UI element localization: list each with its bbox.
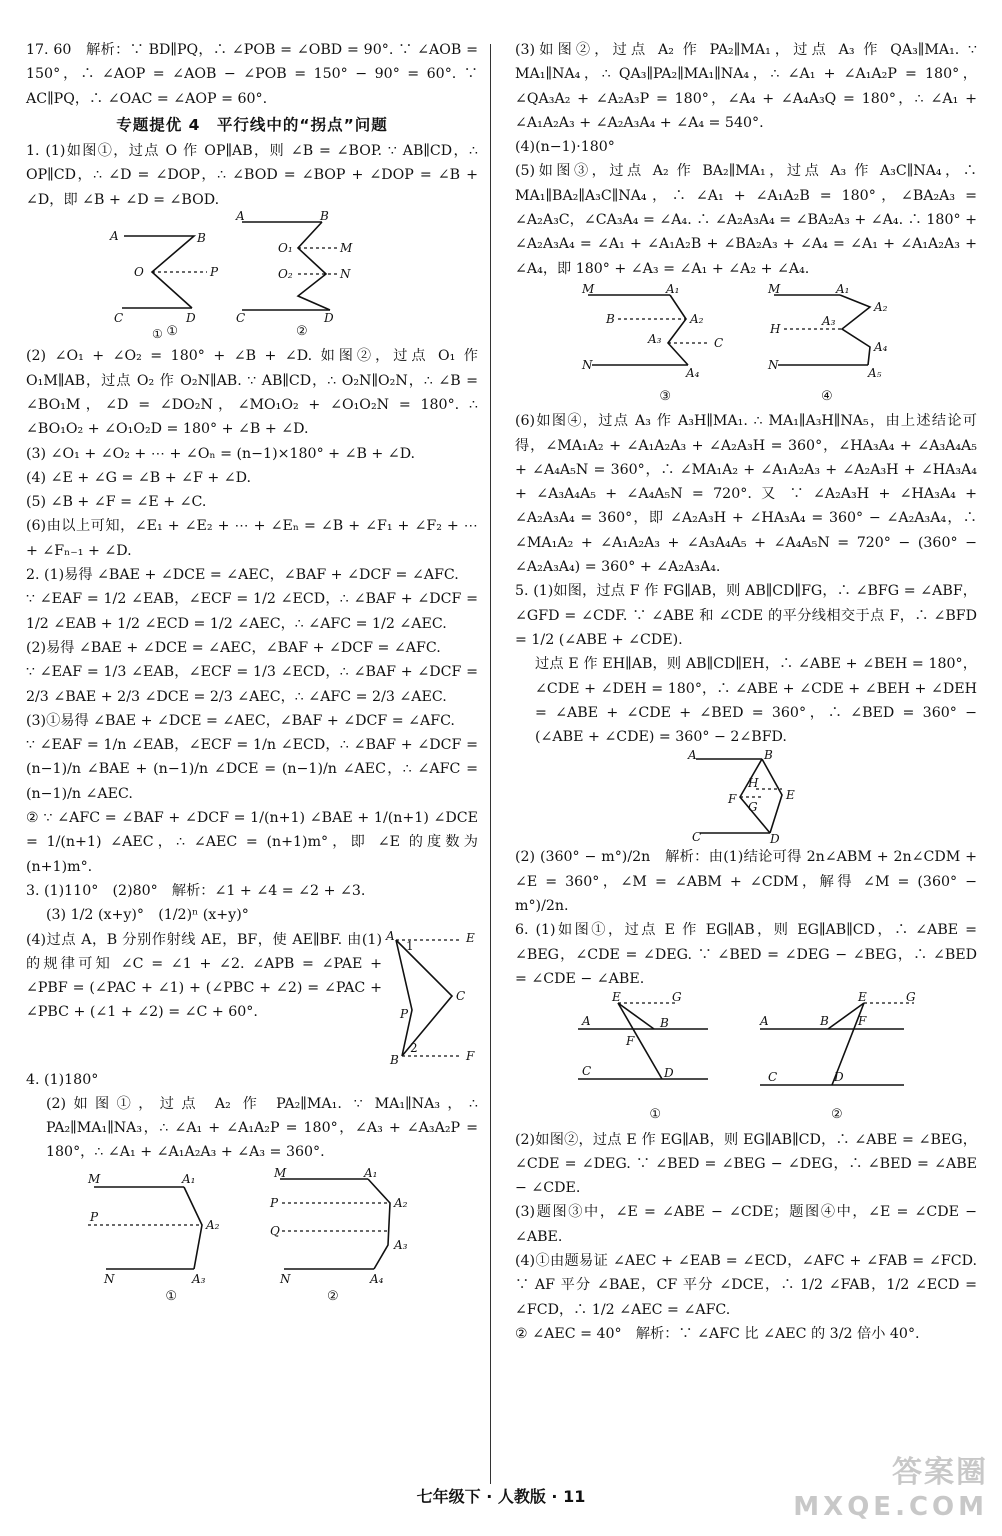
fig4d-label-h: H xyxy=(770,321,781,336)
answer-6-1: 6. (1)如图①，过点 E 作 EG∥AB，则 EG∥AB∥CD，∴ ∠ABE = ∠BEG，∠CDE = ∠DEG. ∵ ∠BED = ∠DEG − ∠BEG，∴ ∠BED = ∠CDE − ∠ABE. xyxy=(515,922,977,987)
fig4d-label-a5: A₅ xyxy=(868,365,882,380)
fig3-label-b: B xyxy=(390,1052,399,1067)
fig5-label-g: G xyxy=(748,800,758,815)
figure-6-1 xyxy=(568,990,718,1105)
page-footer: 七年级下 · 人教版 · 11 xyxy=(416,1487,586,1506)
answer-4-4: (4)(n−1)·180° xyxy=(515,139,615,156)
fig5-label-f: F xyxy=(728,792,737,807)
fig4a-label-m: M xyxy=(88,1171,101,1186)
answer-2-3b: ∵ ∠EAF = 1/n ∠EAB，∠ECF = 1/n ∠ECD，∴ ∠BAF + ∠DCF = (n−1)/n ∠BAE + (n−1)/n ∠DCE = (n−1)/n ∠AEC，∴ ∠AFC = (n−1)/n ∠AEC. xyxy=(26,737,478,802)
figure-3 xyxy=(382,928,478,1068)
fig6a-caption: ① xyxy=(649,1107,661,1123)
fig6a-label-d: D xyxy=(664,1066,674,1081)
answer-1-6: (6)由以上可知，∠E₁ + ∠E₂ + ⋯ + ∠Eₙ = ∠B + ∠F₁ + ∠F₂ + ⋯ + ∠Fₙ₋₁ + ∠D. xyxy=(26,518,478,559)
answer-4-5: (5)如图③，过点 A₂ 作 BA₂∥MA₁，过点 A₃ 作 A₃C∥NA₄，∴ MA₁∥BA₂∥A₃C∥NA₄，∴ ∠A₁ + ∠A₁A₂B = 180°，∠BA₂A₃ = ∠A₂A₃C，∠CA₃A₄ = ∠A₄. ∴ ∠A₂A₃A₄ = ∠BA₂A₃ + ∠A₄. ∴ 180° + ∠A₂A₃A₄ = ∠A₁ + ∠A₁A₂B + ∠BA₂A₃ + ∠A₄ = ∠A₁ + ∠A₁A₂A₃ + ∠A₄，即 180° + ∠A₃ = ∠A₁ + ∠A₂ + ∠A₄. xyxy=(515,163,977,277)
fig4c-label-b: B xyxy=(606,311,615,326)
answer-2-1b: ∵ ∠EAF = 1/2 ∠EAB，∠ECF = 1/2 ∠ECD，∴ ∠BAF + ∠DCF = 1/2 ∠EAB + 1/2 ∠ECD = 1/2 ∠AEC，∴ ∠AFC = 1/2 ∠AEC. xyxy=(26,591,478,632)
fig6a-label-a: A xyxy=(582,1014,591,1029)
fig2-label-m: M xyxy=(340,241,353,256)
fig4d-label-a3: A₃ xyxy=(822,313,836,328)
left-column xyxy=(26,38,478,1309)
answer-5-2: (2) (360° − m°)/2n 解析：由(1)结论可得 2n∠ABM + 2n∠CDM + ∠E = 360°，∠M = ∠ABM + ∠CDM，解得 ∠M = (360° − m°)/2n. xyxy=(515,849,977,915)
answer-2-2a: (2)易得 ∠BAE + ∠DCE = ∠AEC，∠BAF + ∠DCF = ∠AFC. xyxy=(26,639,441,656)
section-title: 专题提优 4 平行线中的“拐点”问题 xyxy=(116,115,388,134)
fig2-label-d: D xyxy=(324,311,334,326)
fig2-label-a: A xyxy=(236,209,245,224)
watermark xyxy=(793,1456,988,1524)
fig4d-caption: ④ xyxy=(821,388,833,404)
answer-2-1a: 2. (1)易得 ∠BAE + ∠DCE = ∠AEC，∠BAF + ∠DCF = ∠AFC. xyxy=(26,567,459,584)
fig6b-caption: ② xyxy=(831,1107,843,1123)
answer-5-1a: 5. (1)如图，过点 F 作 FG∥AB，则 AB∥CD∥FG，∴ ∠BFG = ∠ABF，∠GFD = ∠CDF. ∵ ∠ABE 和 ∠CDE 的平分线相交于点 F，∴ ∠BFD = 1/2 (∠ABE + ∠CDE). xyxy=(515,583,977,648)
fig4b-label-a1: A₁ xyxy=(364,1165,378,1180)
fig2-label-o2: O₂ xyxy=(278,267,293,282)
answer-3-3: (3) 1/2 (x+y)° (1/2)ⁿ (x+y)° xyxy=(46,907,249,924)
fig6b-label-e: E xyxy=(858,990,867,1005)
column-divider xyxy=(490,44,491,1484)
answer-1-5: (5) ∠B + ∠F = ∠E + ∠C. xyxy=(26,494,207,511)
fig4d-label-a4: A₄ xyxy=(874,339,888,354)
fig4c-label-m: M xyxy=(582,281,595,296)
fig4c-label-a4: A₄ xyxy=(686,365,700,380)
fig6a-label-e: E xyxy=(612,990,621,1005)
fig5-label-d: D xyxy=(770,832,780,847)
fig4b-label-p: P xyxy=(270,1195,279,1210)
fig5-label-b: B xyxy=(764,748,773,763)
figure-6-2 xyxy=(754,990,924,1105)
fig1-caption-text: ① xyxy=(166,324,178,340)
fig4a-label-a2: A₂ xyxy=(206,1217,220,1232)
fig4c-label-c: C xyxy=(714,335,724,350)
fig4d-label-a1: A₁ xyxy=(836,281,850,296)
fig4a-label-n: N xyxy=(104,1271,115,1286)
fig4c-label-n: N xyxy=(582,357,593,372)
fig1-label-p: P xyxy=(210,265,219,280)
figure-4-1 xyxy=(84,1169,234,1289)
fig2-label-c: C xyxy=(236,311,246,326)
fig1-label-o: O xyxy=(134,265,144,280)
figure-4-2 xyxy=(270,1165,420,1289)
answer-2-3a: (3)①易得 ∠BAE + ∠DCE = ∠AEC，∠BAF + ∠DCF = ∠AFC. xyxy=(26,712,455,729)
fig6b-label-d: D xyxy=(834,1070,844,1085)
fig6b-label-f: F xyxy=(858,1014,867,1029)
answer-6-4a: (4)①由题易证 ∠AEC + ∠EAB = ∠ECD，∠AFC + ∠FAB = ∠FCD. ∵ AF 平分 ∠BAE，CF 平分 ∠DCE，∴ 1/2 ∠FAB，1/2 ∠ECD = ∠FCD，∴ 1/2 ∠AEC = ∠AFC. xyxy=(515,1252,977,1318)
answer-4-2: (2)如图①，过点 A₂ 作 PA₂∥MA₁. ∵ MA₁∥NA₃，∴ PA₂∥MA₁∥NA₃，∴ ∠A₁ + ∠A₁A₂P = 180°，∠A₃ + ∠A₃A₂P = 180°，∴ ∠A₁ + ∠A₁A₂A₃ + ∠A₃ = 360°. xyxy=(46,1095,478,1161)
fig4c-label-a2: A₂ xyxy=(690,311,704,326)
answer-1-3: (3) ∠O₁ + ∠O₂ + ⋯ + ∠Oₙ = (n−1)×180° + ∠B + ∠D. xyxy=(26,445,416,462)
fig3-label-p: P xyxy=(400,1006,409,1021)
fig2-label-b: B xyxy=(320,209,329,224)
figure-5 xyxy=(686,748,806,847)
fig4d-label-n: N xyxy=(768,357,779,372)
answer-4-3: (3)如图②，过点 A₂ 作 PA₂∥MA₁，过点 A₃ 作 QA₃∥MA₁. ∵ MA₁∥NA₄，∴ QA₃∥PA₂∥MA₁∥NA₄，∴ ∠A₁ + ∠A₁A₂P = 180°，∠QA₃A₂ + ∠A₂A₃P = 180°，∠A₄ + ∠A₄A₃Q = 180°，∴ ∠A₁ + ∠A₁A₂A₃ + ∠A₂A₃A₄ + ∠A₄ = 540°. xyxy=(515,42,977,131)
fig6b-label-g: G xyxy=(906,990,916,1005)
right-column xyxy=(515,38,977,1346)
figure-4-4 xyxy=(764,281,914,385)
fig6a-label-b: B xyxy=(660,1016,669,1031)
figure-1-pair xyxy=(102,209,402,342)
watermark-logo: 答案圈 xyxy=(892,1455,988,1490)
fig6b-label-a: A xyxy=(760,1014,769,1029)
fig4d-label-a2: A₂ xyxy=(874,299,888,314)
fig2-label-o1: O₁ xyxy=(278,241,293,256)
fig3-label-2: 2 xyxy=(410,1040,418,1055)
fig4a-label-a1: A₁ xyxy=(182,1171,196,1186)
fig4a-caption: ① xyxy=(165,1288,177,1304)
fig1-label-a: A xyxy=(110,229,119,244)
fig6a-label-f: F xyxy=(626,1034,635,1049)
answer-3-12: 3. (1)110° (2)80° 解析：∠1 + ∠4 = ∠2 + ∠3. xyxy=(26,882,366,899)
fig4b-caption: ② xyxy=(327,1288,339,1304)
answer-5-1b: 过点 E 作 EH∥AB，则 AB∥CD∥EH，∴ ∠ABE + ∠BEH = 180°，∠CDE + ∠DEH = 180°，∴ ∠ABE + ∠CDE + ∠BEH + ∠DEH = ∠ABE + ∠CDE + ∠BED = 360°，∴ ∠BED = 360° − (∠ABE + ∠CDE) = 360° − 2∠BFD. xyxy=(535,656,977,746)
fig1-label-b: B xyxy=(197,231,206,246)
answer-1-2: (2) ∠O₁ + ∠O₂ = 180° + ∠B + ∠D. 如图②，过点 O₁ 作 O₁M∥AB，过点 O₂ 作 O₂N∥AB. ∵ AB∥CD，∴ O₂N∥O₂N，∴ ∠B = ∠BO₁M，∠D = ∠DO₂N，∠MO₁O₂ + ∠O₁O₂N = 180°. ∴ ∠BO₁O₂ + ∠O₁O₂D = 180° + ∠B + ∠D. xyxy=(26,348,478,438)
answer-1-4: (4) ∠E + ∠G = ∠B + ∠F + ∠D. xyxy=(26,469,252,486)
fig1-label-d: D xyxy=(186,311,196,326)
fig3-label-a: A xyxy=(386,928,395,943)
answer-4-1: 4. (1)180° xyxy=(26,1071,99,1088)
fig4b-label-a3: A₃ xyxy=(394,1237,408,1252)
answer-3-4: (4)过点 A，B 分别作射线 AE，BF，使 AE∥BF. 由(1)的规律可知 ∠C = ∠1 + ∠2. ∠APB = ∠PAE + ∠PBF = (∠PAC + ∠1) + (∠PBC + ∠2) = ∠PAC + ∠PBC + (∠1 + ∠2) = ∠C + 60°. xyxy=(26,931,382,1021)
fig4b-label-q: Q xyxy=(270,1223,280,1238)
watermark-url: MXQE.COM xyxy=(793,1492,988,1522)
fig3-label-f: F xyxy=(466,1048,475,1063)
answer-2-2b: ∵ ∠EAF = 1/3 ∠EAB，∠ECF = 1/3 ∠ECD，∴ ∠BAF + ∠DCF = 2/3 ∠BAE + 2/3 ∠DCE = 2/3 ∠AEC，∴ ∠AFC = 2/3 ∠AEC. xyxy=(26,664,478,705)
fig6a-label-c: C xyxy=(582,1064,592,1079)
answer-6-4b: ② ∠AEC = 40° 解析：∵ ∠AFC 比 ∠AEC 的 3/2 倍小 40°. xyxy=(515,1325,920,1342)
fig1-caption: ① xyxy=(152,327,163,342)
fig5-label-h: H xyxy=(748,776,759,791)
fig6a-label-g: G xyxy=(672,990,682,1005)
answer-1-1: 1. (1)如图①，过点 O 作 OP∥AB，则 ∠B = ∠BOP. ∵ AB∥CD，∴ OP∥CD，∴ ∠D = ∠DOP，∴ ∠BOD = ∠BOP + ∠DOP = ∠B + ∠D，即 ∠B + ∠D = ∠BOD. xyxy=(26,143,478,208)
fig3-label-c: C xyxy=(456,988,466,1003)
fig6b-label-b: B xyxy=(820,1014,829,1029)
fig1-label-c: C xyxy=(114,311,124,326)
answer-6-2: (2)如图②，过点 E 作 EG∥AB，则 EG∥AB∥CD，∴ ∠ABE = ∠BEG，∠CDE = ∠DEG. ∵ ∠BED = ∠BEG − ∠DEG，∴ ∠BED = ∠ABE − ∠CDE. xyxy=(515,1131,977,1197)
fig4b-label-a2: A₂ xyxy=(394,1195,408,1210)
fig4c-label-a3: A₃ xyxy=(648,331,662,346)
fig3-label-e: E xyxy=(466,930,475,945)
fig4b-label-n: N xyxy=(280,1271,291,1286)
fig4b-label-m: M xyxy=(274,1165,287,1180)
fig5-label-c: C xyxy=(692,830,702,845)
fig5-label-e: E xyxy=(786,788,795,803)
fig4b-label-a4: A₄ xyxy=(370,1271,384,1286)
fig2-label-n: N xyxy=(340,267,351,282)
answer-2-3c: ② ∵ ∠AFC = ∠BAF + ∠DCF = 1/(n+1) ∠BAE + 1/(n+1) ∠DCE = 1/(n+1) ∠AEC，∴ ∠AEC = (n+1)m°，即 ∠E 的度数为 (n+1)m°. xyxy=(26,810,478,875)
fig4c-label-a1: A₁ xyxy=(666,281,680,296)
fig3-label-1: 1 xyxy=(406,938,414,953)
fig4a-label-a3: A₃ xyxy=(192,1271,206,1286)
answer-6-3: (3)题图③中，∠E = ∠ABE − ∠CDE；题图④中，∠E = ∠CDE − ∠ABE. xyxy=(515,1204,977,1245)
answer-4-6: (6)如图④，过点 A₃ 作 A₃H∥MA₁. ∴ MA₁∥A₃H∥NA₅，由上述结论可得，∠MA₁A₂ + ∠A₁A₂A₃ + ∠A₂A₃H = 360°，∠HA₃A₄ + ∠A₃A₄A₅ + ∠A₄A₅N = 360°，∴ ∠MA₁A₂ + ∠A₁A₂A₃ + ∠A₂A₃H + ∠HA₃A₄ + ∠A₃A₄A₅ + ∠A₄A₅N = 720°. 又 ∵ ∠A₂A₃H + ∠HA₃A₄ + ∠A₂A₃A₄ = 360°，即 ∠A₂A₃H + ∠HA₃A₄ = 360° − ∠A₂A₃A₄，∴ ∠MA₁A₂ + ∠A₁A₂A₃ + ∠A₃A₄A₅ + ∠A₄A₅N = 720° − (360° − ∠A₂A₃A₄) = 360° + ∠A₂A₃A₄. xyxy=(515,413,977,576)
fig2-caption-text: ② xyxy=(296,324,308,340)
fig4c-caption: ③ xyxy=(659,388,671,404)
fig4a-label-p: P xyxy=(90,1209,99,1224)
fig5-label-a: A xyxy=(688,748,697,763)
fig6b-label-c: C xyxy=(768,1070,778,1085)
answer-17: 17. 60 解析：∵ BD∥PQ，∴ ∠POB = ∠OBD = 90°. ∵ ∠AOB = 150°，∴ ∠AOP = ∠AOB − ∠POB = 150° − 90° = 60°. ∵ AC∥PQ，∴ ∠OAC = ∠AOP = 60°. xyxy=(26,42,478,107)
figure-4-3 xyxy=(578,281,728,385)
fig4d-label-m: M xyxy=(768,281,781,296)
